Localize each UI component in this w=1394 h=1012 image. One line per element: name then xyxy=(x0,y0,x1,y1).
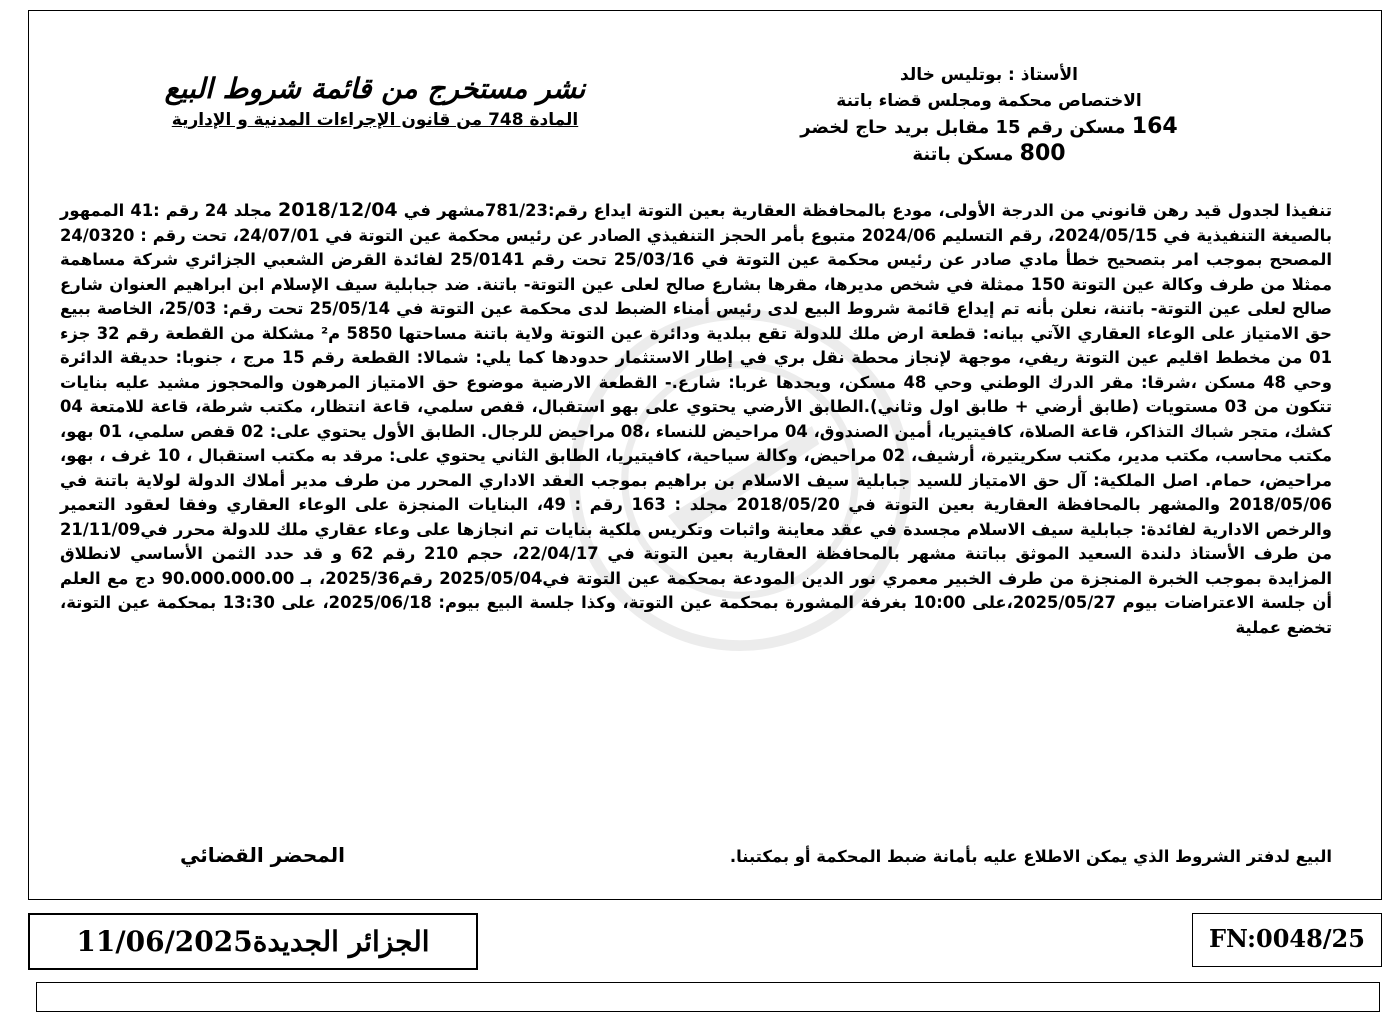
address-number-2: 800 xyxy=(1019,141,1066,166)
body-paragraph-1: تنفيذا لجدول قيد رهن قانوني من الدرجة الأولى، مودع بالمحافظة العقارية بعين التوتة ايداع رقم:781/23مشهر في xyxy=(403,201,1332,220)
legal-article: المادة 748 من قانون الإجراءات المدنية و الإدارية xyxy=(171,110,579,130)
advocate-address-2 xyxy=(749,141,1229,168)
body-date-1: 2018/12/04 xyxy=(278,199,398,221)
notice-title: نشر مستخرج من قائمة شروط البيع xyxy=(164,72,586,105)
notice-title-block xyxy=(70,70,680,132)
newspaper-date-box: الجزائر الجديدة11/06/2025 xyxy=(28,913,478,970)
notice-body xyxy=(60,198,1332,640)
bailiff-signature: المحضر القضائي xyxy=(180,843,346,867)
next-notice-frame xyxy=(36,982,1380,1012)
address-text-1: مسكن رقم 15 مقابل بريد حاج لخضر xyxy=(800,117,1126,138)
body-last-line: البيع لدفتر الشروط الذي يمكن الاطلاع عليه بأمانة ضبط المحكمة أو بمكتبنا. xyxy=(729,847,1332,866)
body-paragraph-2: مجلد 24 رقم :41 الممهور بالصيغة التنفيذية في 2024/05/15، رقم التسليم 2024/06 متبوع بأمر الحجز التنفيذي الصادر عن رئيس محكمة عين التوتة في 24/07/01، تحت رقم : 24/0320 المصحح بموجب امر بتصحيح خطأ مادي صادر عن رئيس محكمة عين التوتة في 25/03/16 تحت رقم 25/0141 لفائدة القرض الشعبي الجزائري شركة مساهمة ممثلا من طرف وكالة عين التوتة 150 ممثلة في شخص مديرها، مقرها بشارع صالح لعلى عين التوتة- باتنة. ضد جبابلية سيف الإسلام ابن ابراهيم العنوان شارع صالح لعلى عين التوتة- باتنة، نعلن بأنه تم إيداع قائمة شروط البيع لدى رئيس أمناء الضبط لدى محكمة عين التوتة في 25/05/14 تحت رقم: 25/03، الخاصة ببيع حق الامتياز على الوعاء العقاري الآتي بيانه: قطعة ارض ملك للدولة تقع ببلدية ودائرة عين التوتة ولاية باتنة مساحتها 5850 م² مشكلة من القطعة رقم 32 جزء 01 من مخطط اقليم عين التوتة ريفي، موجهة لإنجاز محطة نقل بري في إطار الاستثمار حدودها كما يلي: شمالا: القطعة رقم 15 مرج ، جنوبا: حديقة الدائرة وحي 48 مسكن ،شرقا: مقر الدرك الوطني وحي 48 مسكن، ويحدها غربا: شارع.- القطعة الارضية موضوع حق الامتياز المرهون والمحجوز مشيد عليه بنايات تتكون من 03 مستويات (طابق أرضي + طابق اول وثاني).الطابق الأرضي يحتوي على بهو استقبال، قفص سلمي، قاعة انتظار، مكتب شرطة، قاعة للامتعة 04 كشك، متجر شباك التذاكر، قاعة الصلاة، كافيتيريا، أمين الصندوق، 04 مراحيض للنساء ،08 مراحيض للرجال. الطابق الأول يحتوي على: 02 قفص سلمي، 01 بهو، مكتب محاسب، مكتب مدير، مكتب سكريتيرة، أرشيف، 02 مراحيض، وكالة سياحية، كافيتيريا، الطابق الثاني يحتوي على: مرقد به مكتب استقبال ، 10 غرف ، بهو، مراحيض، حمام. اصل الملكية: آل حق الامتياز للسيد جبابلية سيف الاسلام بن براهيم بموجب العقد الاداري المحرر من طرف مدير أملاك الدولة لولاية باتنة في 2018/05/06 والمشهر بالمحافظة العقارية بعين التوتة في 2018/05/20 مجلد : 163 رقم : 49، البنايات المنجزة على الوعاء العقاري وفقا لعقود التعمير والرخص الادارية لفائدة: جبابلية سيف الاسلام مجسدة في عقد معاينة واثبات وتكريس ملكية بنايات تم انجازها على وعاء عقاري ملك للدولة محرر في21/11/09 من طرف الأستاذ دلندة السعيد الموثق بباتنة مشهر بالمحافظة العقارية بعين التوتة في 22/04/17، حجم 210 رقم 62 و قد حدد الثمن الأساسي لانطلاق المزايدة بموجب الخبرة المنجزة من طرف الخبير معمري نور الدين المودعة بمحكمة عين التوتة في2025/05/04 رقم2025/36، بـ 90.000.000.00 دج مع العلم أن جلسة الاعتراضات بيوم 2025/05/27،على 10:00 بغرفة المشورة بمحكمة عين التوتة، وكذا جلسة البيع بيوم: 2025/06/18، على 13:30 بمحكمة عين التوتة، تخضع عملية xyxy=(60,201,1333,637)
file-number-box: FN:0048/25 xyxy=(1192,913,1382,967)
notice-ending xyxy=(60,843,1332,873)
address-text-2: مسكن باتنة xyxy=(912,144,1014,165)
advocate-header xyxy=(749,62,1229,168)
advocate-address-1 xyxy=(749,114,1229,141)
address-number-1: 164 xyxy=(1131,114,1178,139)
advocate-name: الأستاذ : بوتليس خالد xyxy=(900,65,1078,85)
advocate-jurisdiction: الاختصاص محكمة ومجلس قضاء باتنة xyxy=(836,91,1142,111)
